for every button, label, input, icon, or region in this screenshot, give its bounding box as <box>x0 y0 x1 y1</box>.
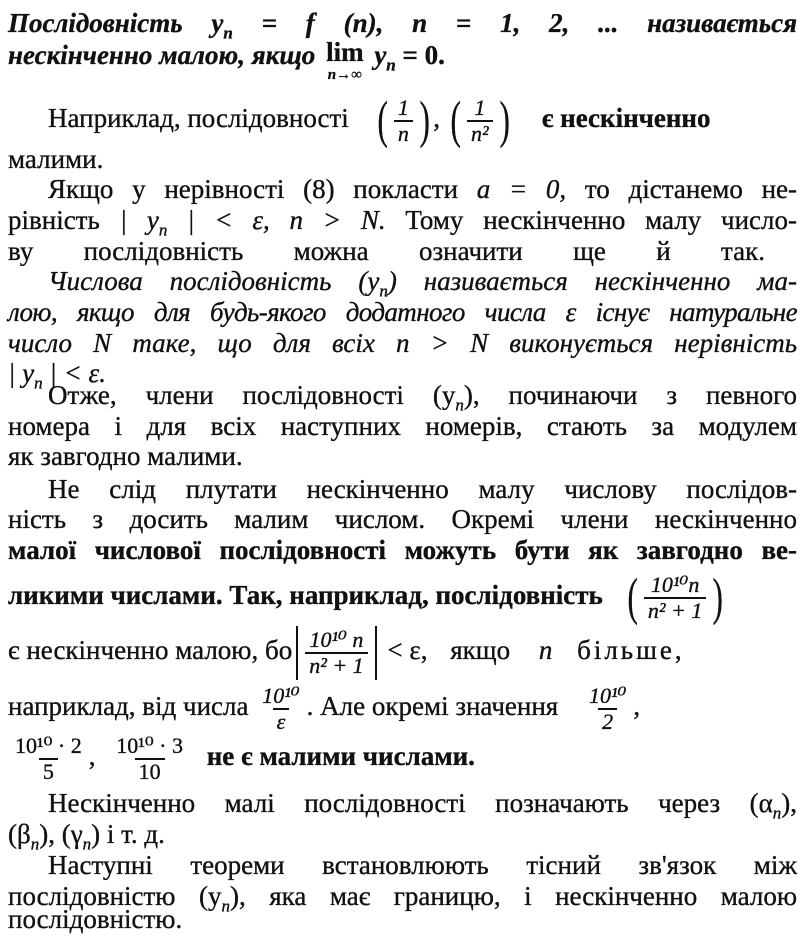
text: ликими числами. Так, наприклад, послідовність <box>8 580 603 610</box>
text: є нескінченно малою, бо <box>8 635 293 665</box>
example-line-2 <box>8 142 797 176</box>
text: ), (γ <box>39 819 83 849</box>
text: більше, <box>577 635 685 665</box>
limit-operator <box>326 38 364 84</box>
text: ), починаючи з певного <box>463 380 798 410</box>
text: , <box>88 741 96 771</box>
text: Якщо у нерівності (8) покласти <box>48 174 459 204</box>
warning-line-7 <box>8 726 797 786</box>
math-var: n <box>538 635 553 665</box>
denominator: ε <box>273 708 290 734</box>
text: послідовністю (y <box>8 881 222 911</box>
text: . Але окремі значення <box>306 691 559 721</box>
text: є нескінченно <box>541 103 711 133</box>
text: Числова послідовність (y <box>48 266 380 296</box>
numerator: 1 <box>474 94 486 120</box>
subscript: n <box>221 896 230 916</box>
text: число N таке, що для всіх n > N виконується нерівність <box>8 328 797 358</box>
text: ), <box>781 788 797 818</box>
subscript: n <box>223 23 233 43</box>
text: Не слід плутати нескінченно малу числову послідов- <box>48 474 797 504</box>
text: ) і т. д. <box>91 819 165 849</box>
math-expr: a = 0, <box>476 174 567 204</box>
subscript: n <box>158 220 168 240</box>
inequality-line-3 <box>8 234 765 268</box>
text: наприклад, від числа <box>8 691 249 721</box>
math-var: y <box>211 8 224 38</box>
numerator: 10¹⁰ n <box>309 626 364 652</box>
text: Послідовність <box>8 8 183 38</box>
numerator: 10¹⁰ · 3 <box>116 732 183 758</box>
definition-line-2 <box>8 38 797 84</box>
math-expr: | < ε, n > N. <box>187 205 386 235</box>
math-expr: | < ε. <box>49 358 106 388</box>
warning-line-5 <box>8 620 797 680</box>
math-expr: n = 1, 2, ... <box>412 8 619 38</box>
text: Нескінченно малі послідовності позначають через (α <box>48 788 773 818</box>
text: якщо <box>450 635 511 665</box>
consequence-line-3 <box>8 439 797 473</box>
subscript: n <box>34 373 43 393</box>
definition2-line-2 <box>8 295 797 329</box>
subscript: n <box>772 803 782 823</box>
math-expr: < ε, <box>387 635 428 665</box>
math-expr: = 0. <box>402 40 445 70</box>
fraction-1-over-n: ( $\frac{1}{n}$ ) <box>377 91 430 149</box>
text: Отже, члени послідовності (y <box>48 380 456 410</box>
subscript: n <box>379 281 388 301</box>
denominator: n² + 1 <box>644 597 706 623</box>
text: називається <box>647 8 798 38</box>
denominator: n² <box>467 120 493 146</box>
sequence-fraction: ( $\frac{\text{10¹⁰n}}{\text{n² + 1}}$ ) <box>627 568 724 626</box>
subscript: n <box>30 834 40 854</box>
lim-subscript: n→∞ <box>327 67 362 83</box>
numerator: 10¹⁰ <box>588 682 627 708</box>
value-fraction-2 <box>11 734 86 784</box>
warning-line-2 <box>8 502 797 536</box>
text: лою, якщо для будь-якого додатного числа ε існує натуральне <box>8 297 797 327</box>
denominator: n <box>394 120 413 146</box>
text: то дістанемо не- <box>584 174 797 204</box>
text: малими. <box>8 144 104 174</box>
lim-word: lim <box>326 37 364 67</box>
warning-line-4 <box>8 565 797 625</box>
value-fraction-3 <box>112 734 187 784</box>
math-expr: | y <box>119 205 159 235</box>
text: не є малими числами. <box>206 741 475 771</box>
abs-bar-left <box>296 626 298 680</box>
definition2-line-3 <box>8 326 797 360</box>
subscript: n <box>82 834 92 854</box>
abs-fraction <box>305 628 367 678</box>
numerator: 10¹⁰ <box>262 682 300 708</box>
subscript: n <box>386 55 396 75</box>
text: Наприклад, послідовності <box>48 103 349 133</box>
text: нескінченно малою, якщо <box>8 40 316 70</box>
warning-line-1 <box>48 472 797 506</box>
warning-line-3 <box>8 533 797 567</box>
text: (β <box>8 819 31 849</box>
denominator: 10 <box>135 758 165 784</box>
inequality-line-1 <box>48 172 797 206</box>
text: ) називається нескінченно ма- <box>387 266 797 296</box>
text: рівність <box>8 205 100 235</box>
text: номера і для всіх наступних номерів, стають за модулем <box>8 411 797 441</box>
text: послідовністю. <box>8 904 183 934</box>
text: Тому нескінченно малу число- <box>405 205 798 235</box>
consequence-line-2 <box>8 409 797 443</box>
math-expr: = f (n), <box>261 8 384 38</box>
text: ), яка має границю, і нескінченно малою <box>229 881 797 911</box>
numerator: 10¹⁰n <box>650 571 700 597</box>
text: ву послідовність можна означити ще й так. <box>8 236 765 266</box>
denominator: 2 <box>598 708 617 734</box>
denominator: 5 <box>39 758 58 784</box>
numerator: 1 <box>397 94 409 120</box>
text: як завгодно малими. <box>8 441 243 471</box>
text: малої числової послідовності можуть бути як завгодно ве- <box>8 535 797 565</box>
math-expr: | y <box>8 358 35 388</box>
example-line-1: Наприклад, послідовності ( $\frac{1}{n}$ ) , ( $\frac{1}{\text{n²}}$ ) є нескінченно <box>48 91 711 149</box>
numerator: 10¹⁰ · 2 <box>15 732 82 758</box>
text: ність з досить малим числом. Окремі члени нескінченно <box>8 504 797 534</box>
theorems-line-1 <box>48 848 797 882</box>
math-var: y <box>374 40 387 70</box>
subscript: n <box>455 395 464 415</box>
fraction-1-over-n2: ( $\frac{1}{\text{n²}}$ ) <box>450 91 510 149</box>
theorems-line-3 <box>8 902 797 936</box>
text: , <box>633 691 641 721</box>
denominator: n² + 1 <box>305 652 367 678</box>
abs-bar-right <box>375 626 377 680</box>
text: Наступні теореми встановлюють тісний зв'язок між <box>48 850 797 880</box>
